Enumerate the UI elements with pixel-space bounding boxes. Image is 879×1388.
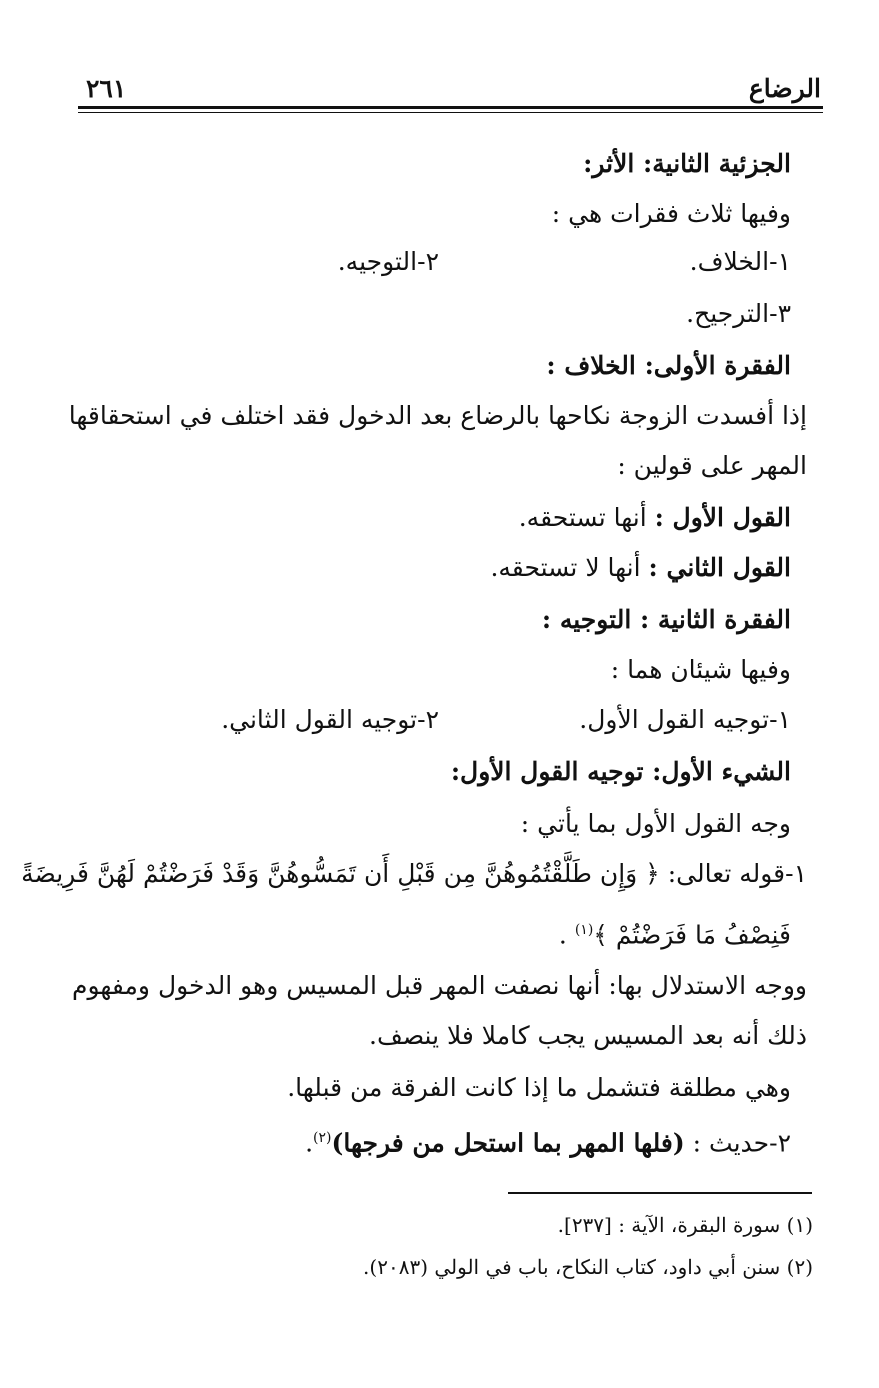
list-item-justify-second: ٢-توجيه القول الثاني. [221, 705, 439, 734]
header-rule-thin [78, 112, 823, 113]
paragraph-line: المهر على قولين : [617, 451, 807, 480]
paragraph-line: وهي مطلقة فتشمل ما إذا كانت الفرقة من قبلها. [287, 1073, 791, 1102]
heading-first-paragraph-dispute: الفقرة الأولى: الخلاف : [546, 351, 791, 380]
punctuation: . [305, 1128, 314, 1158]
first-opinion-line [519, 500, 791, 536]
paragraph-line: إذا أفسدت الزوجة نكاحها بالرضاع بعد الدخول فقد اختلف في استحقاقها [68, 401, 807, 430]
footnote-1: (١) سورة البقرة، الآية : [٢٣٧]. [557, 1213, 813, 1237]
punctuation: . [558, 920, 575, 950]
quran-verse: ﴿ وَإِن طَلَّقْتُمُوهُنَّ مِن قَبْلِ أَن تَمَسُّوهُنَّ وَقَدْ فَرَضْتُمْ لَهُنَّ فَرِيضَةً [21, 859, 660, 888]
list-item-preference: ٣-الترجيح. [686, 299, 791, 328]
hadith-line [305, 1120, 791, 1161]
list-item-justify-first: ١-توجيه القول الأول. [579, 705, 791, 734]
paragraph-line: ووجه الاستدلال بها: أنها نصفت المهر قبل المسيس وهو الدخول ومفهوم [71, 971, 807, 1000]
hadith-quote: (فلها المهر بما استحل من فرجها) [331, 1128, 685, 1158]
paragraph-line: وفيها ثلاث فقرات هي : [551, 199, 791, 228]
second-opinion-label: القول الثاني : [648, 553, 791, 582]
header-rule [78, 106, 823, 109]
footnote-ref-2: (٢) [313, 1130, 332, 1146]
hadith-intro: ٢-حديث : [684, 1128, 791, 1158]
footnote-separator [508, 1192, 812, 1194]
heading-first-thing: الشيء الأول: توجيه القول الأول: [450, 757, 791, 786]
first-opinion-label: القول الأول : [654, 503, 791, 532]
footnote-ref-1: (١) [574, 922, 594, 938]
verse-intro: ١-قوله تعالى: [659, 859, 807, 888]
heading-second-paragraph-justification: الفقرة الثانية : التوجيه : [541, 605, 791, 634]
quran-verse-line [21, 856, 807, 892]
list-item-justification: ٢-التوجيه. [337, 247, 439, 276]
paragraph-line: ذلك أنه بعد المسيس يجب كاملا فلا ينصف. [369, 1021, 807, 1050]
paragraph-line: وجه القول الأول بما يأتي : [520, 809, 791, 838]
list-item-dispute: ١-الخلاف. [689, 247, 791, 276]
quran-verse-end: فَنِصْفُ مَا فَرَضْتُمْ ﴾ [593, 920, 791, 950]
footnote-2: (٢) سنن أبي داود، كتاب النكاح، باب في الولي (٢٠٨٣). [363, 1255, 813, 1279]
quran-verse-continuation [559, 912, 791, 953]
section-heading-effect: الجزئية الثانية: الأثر: [583, 149, 791, 178]
first-opinion-text: أنها تستحقه. [518, 503, 655, 532]
running-header-title: الرضاع [748, 74, 821, 103]
paragraph-line: وفيها شيئان هما : [610, 655, 791, 684]
second-opinion-line [490, 550, 791, 586]
second-opinion-text: أنها لا تستحقه. [490, 553, 649, 582]
page-number: ٢٦١ [86, 74, 127, 103]
